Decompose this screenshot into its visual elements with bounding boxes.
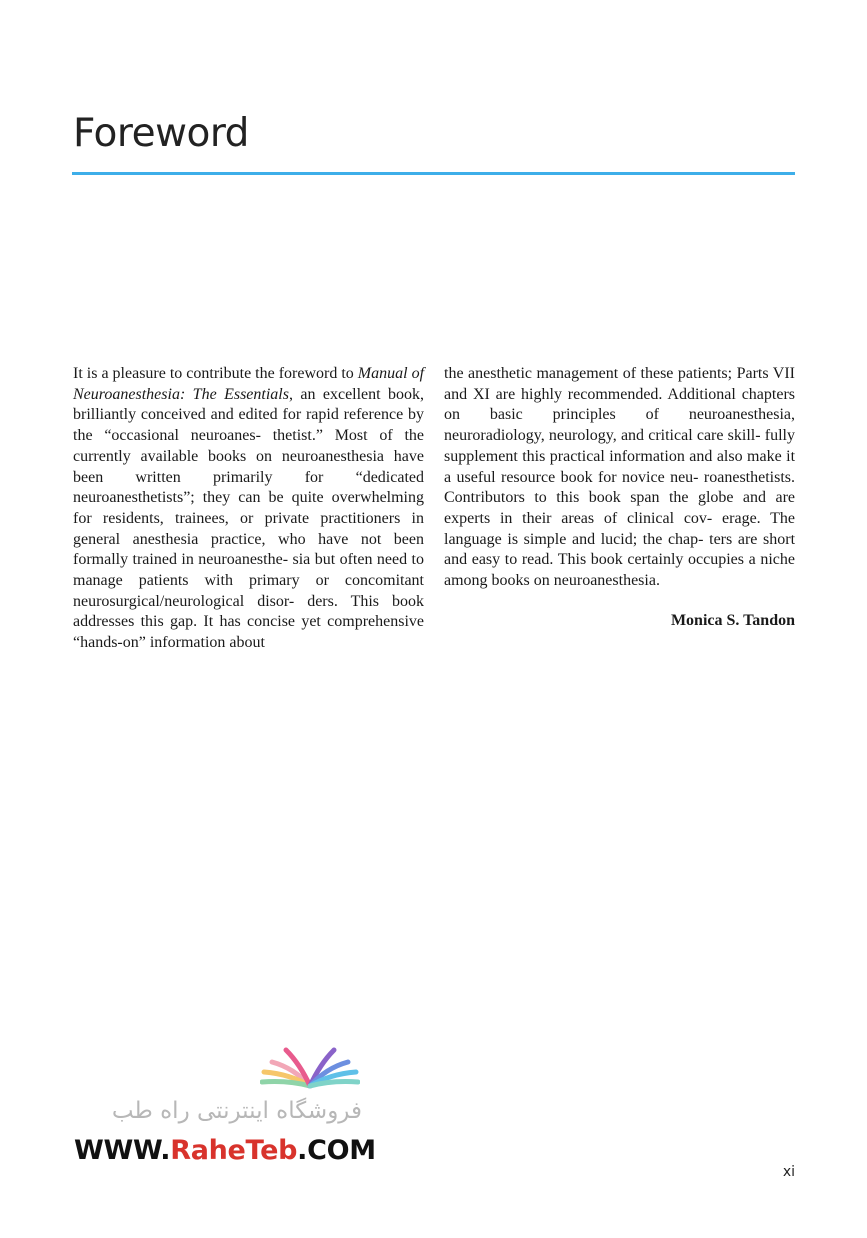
text-line: “dedicated neuroanesthetists”; they can be quite [73, 468, 424, 507]
text-line: or concomitant neurosurgical/neurological disor- [73, 572, 425, 610]
text-line: also make it a useful resource book for novice neu- [444, 447, 796, 486]
text-line: neuroanesthesia have been written primarily for [73, 447, 425, 486]
text-line: chapters on basic principles of neuroanesthesia, [444, 385, 796, 424]
text-line: the anesthetic management of these patients; Parts [444, 365, 769, 382]
text-line: have not been formally trained in neuroanesthe- [73, 530, 425, 569]
text-line: practitioners in general anesthesia practice, who [73, 509, 424, 548]
page-title: Foreword [73, 111, 249, 156]
title-divider [72, 172, 795, 175]
text-line: thetist.” Most of the currently available books on [73, 427, 425, 465]
watermark-url [74, 1134, 376, 1168]
text-line: ders. This book addresses this gap. It has concise [73, 592, 424, 631]
text-line: VII and XI are highly recommended. Additional [444, 365, 795, 403]
rahe-teb-watermark [70, 1042, 376, 1172]
url-prefix: WWW. [74, 1135, 171, 1166]
author-signature: Monica S. Tandon [670, 611, 795, 629]
url-brand: RaheTeb [170, 1135, 298, 1166]
text-line: sia but often need to manage patients with primary [73, 551, 424, 590]
text-line: globe and are experts in their areas of clinical cov- [444, 489, 796, 527]
text-line: neuroradiology, neurology, and critical care skill- [444, 427, 761, 445]
foreword-paragraph-part-2 [444, 364, 795, 592]
foreword-column-right [444, 364, 795, 631]
foreword-paragraph-part-1 [73, 364, 424, 654]
text-line: occupies a niche among books on neuroanesthesia. [444, 551, 795, 590]
text-line: erage. The language is simple and lucid; the chap- [444, 509, 796, 548]
text-line: It is a pleasure to contribute the foreword to [73, 365, 354, 382]
text-line: overwhelming for residents, trainees, or private [73, 489, 424, 527]
book-title: Manual of Neuroanesthesia: The Essentials [73, 365, 425, 403]
text-fragment: , an [288, 385, 323, 403]
text-line: ters are short and easy to read. This book certainly [444, 530, 796, 569]
text-line: roanesthetists. Contributors to this book span the [444, 468, 796, 507]
watermark-persian-text: فروشگاه اینترنتی راه طب [111, 1098, 362, 1124]
foreword-column-left [73, 364, 424, 654]
open-book-fan-icon [260, 1042, 360, 1092]
text-line: for rapid reference by the “occasional neuroanes- [73, 406, 424, 445]
text-line: excellent book, brilliantly conceived and edited [73, 385, 424, 424]
text-line: yet comprehensive “hands-on” information about [73, 613, 425, 652]
page-number: xi [782, 1164, 795, 1180]
url-suffix: .COM [297, 1135, 376, 1166]
text-line: fully supplement this practical information and [444, 427, 795, 465]
